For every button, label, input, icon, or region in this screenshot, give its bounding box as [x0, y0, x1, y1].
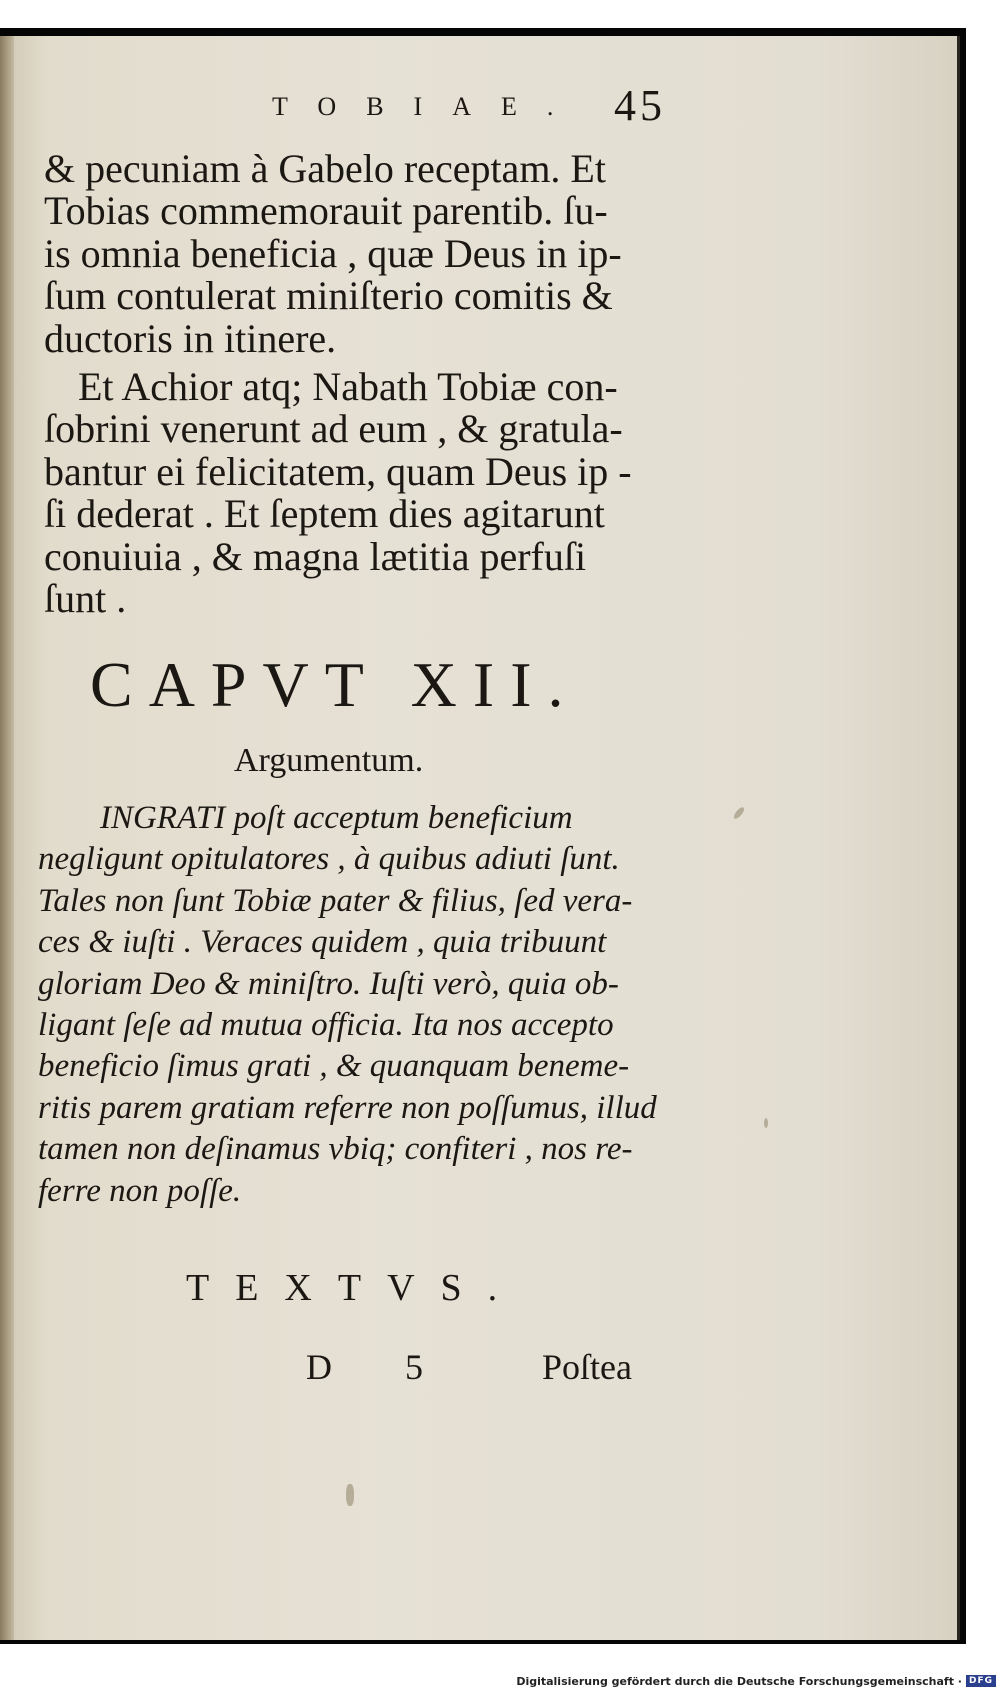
argument-line: tamen non deſinamus vbiq; confiteri , nos re- [38, 1131, 633, 1168]
text-line: Et Achior atq; Nabath Tobiæ con- [78, 364, 618, 409]
dfg-logo: DFG [966, 1675, 996, 1687]
text-line: Tobias commemorauit parentib. ſu- [44, 188, 608, 234]
argument-line: beneficio ſimus grati , & quanquam beneme- [38, 1048, 630, 1085]
text-line: bantur ei felicitatem, quam Deus ip - [44, 448, 632, 494]
paper-speck [346, 1484, 354, 1506]
text-line: ſi dederat . Et ſeptem dies agitarunt [44, 491, 605, 537]
text-line: ductoris in itinere. [44, 315, 337, 361]
book-page [0, 36, 960, 1640]
argument-line: INGRATI poſt acceptum beneficium [100, 800, 573, 836]
running-head [40, 81, 666, 138]
text-line: ſobrini venerunt ad eum , & gratula- [44, 406, 623, 452]
textus-heading: TEXTVS. [186, 1267, 524, 1309]
catchword: Poſtea [542, 1347, 632, 1387]
argument-line: ritis parem gratiam referre non poſſumus, illud [38, 1089, 657, 1126]
digitization-credit [516, 1671, 996, 1691]
argument-line: ligant ſeſe ad mutua officia. Ita nos accepto [38, 1007, 614, 1044]
page-number: 45 [614, 81, 666, 130]
argument-heading: Argumentum. [234, 742, 424, 779]
text-line: ſum contulerat miniſterio comitis & [44, 273, 613, 319]
text-line: conuiuia , & magna lætitia perfuſi [44, 533, 587, 579]
paragraph-2 [44, 366, 684, 620]
chapter-heading: CAPVT XII. [90, 649, 580, 720]
argument-line: ces & iuſti . Veraces quidem , quia tribuunt [38, 924, 607, 961]
argument-line: ferre non poſſe. [38, 1172, 242, 1209]
argument-line: gloriam Deo & miniſtro. Iuſti verò, quia ob- [38, 965, 619, 1002]
page-gutter-edge [0, 36, 14, 1640]
paper-speck [764, 1118, 768, 1128]
running-head-title: TOBIAE. [272, 92, 584, 121]
text-line: & pecuniam à Gabelo receptam. Et [44, 146, 606, 191]
paragraph-1 [44, 148, 684, 360]
scanned-page-background [0, 28, 966, 1644]
text-line: is omnia beneficia , quæ Deus in ip- [44, 230, 622, 276]
credit-text: Digitalisierung gefördert durch die Deutsche Forschungsgemeinschaft · [516, 1674, 962, 1688]
argument-line: negligunt opitulatores , à quibus adiuti ſunt. [38, 841, 620, 878]
argument-line: Tales non ſunt Tobiæ pater & filius, ſed vera- [38, 882, 633, 919]
paper-speck [732, 806, 746, 821]
text-line: ſunt . [44, 576, 127, 622]
signature-mark: D 5 [306, 1347, 455, 1387]
argument-text [38, 798, 678, 1212]
